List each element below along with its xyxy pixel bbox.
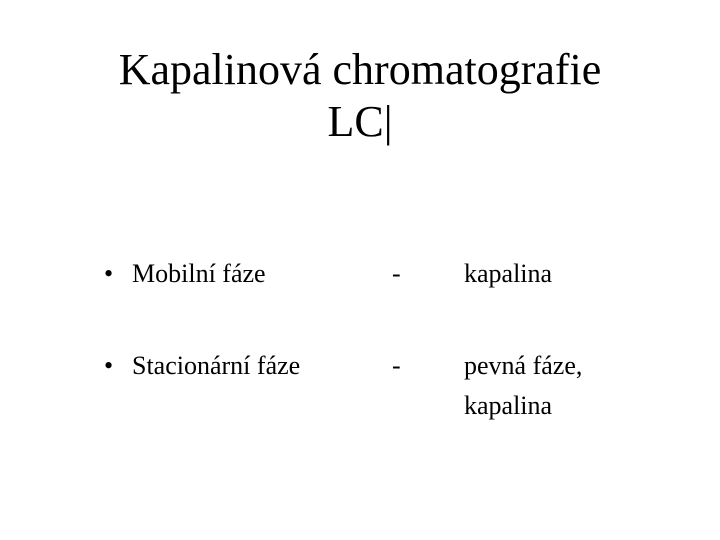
bullet-marker: •: [104, 351, 114, 380]
bullet-value-line: kapalina: [464, 391, 553, 420]
slide-title-line-2: LC|: [327, 97, 393, 146]
bullet-label: Stacionární fáze: [132, 351, 301, 380]
bullet-value: [464, 346, 694, 426]
bullet-value-line: pevná fáze,: [464, 351, 583, 380]
slide-title-line-1: Kapalinová chromatografie: [118, 45, 602, 94]
slide-title: [0, 44, 720, 148]
bullet-separator: -: [392, 259, 401, 288]
bullet-marker: •: [104, 259, 114, 288]
bullet-value: [464, 254, 694, 294]
bullet-separator: -: [392, 351, 401, 380]
bullet-label: Mobilní fáze: [132, 259, 266, 288]
bullet-value-line: kapalina: [464, 259, 553, 288]
